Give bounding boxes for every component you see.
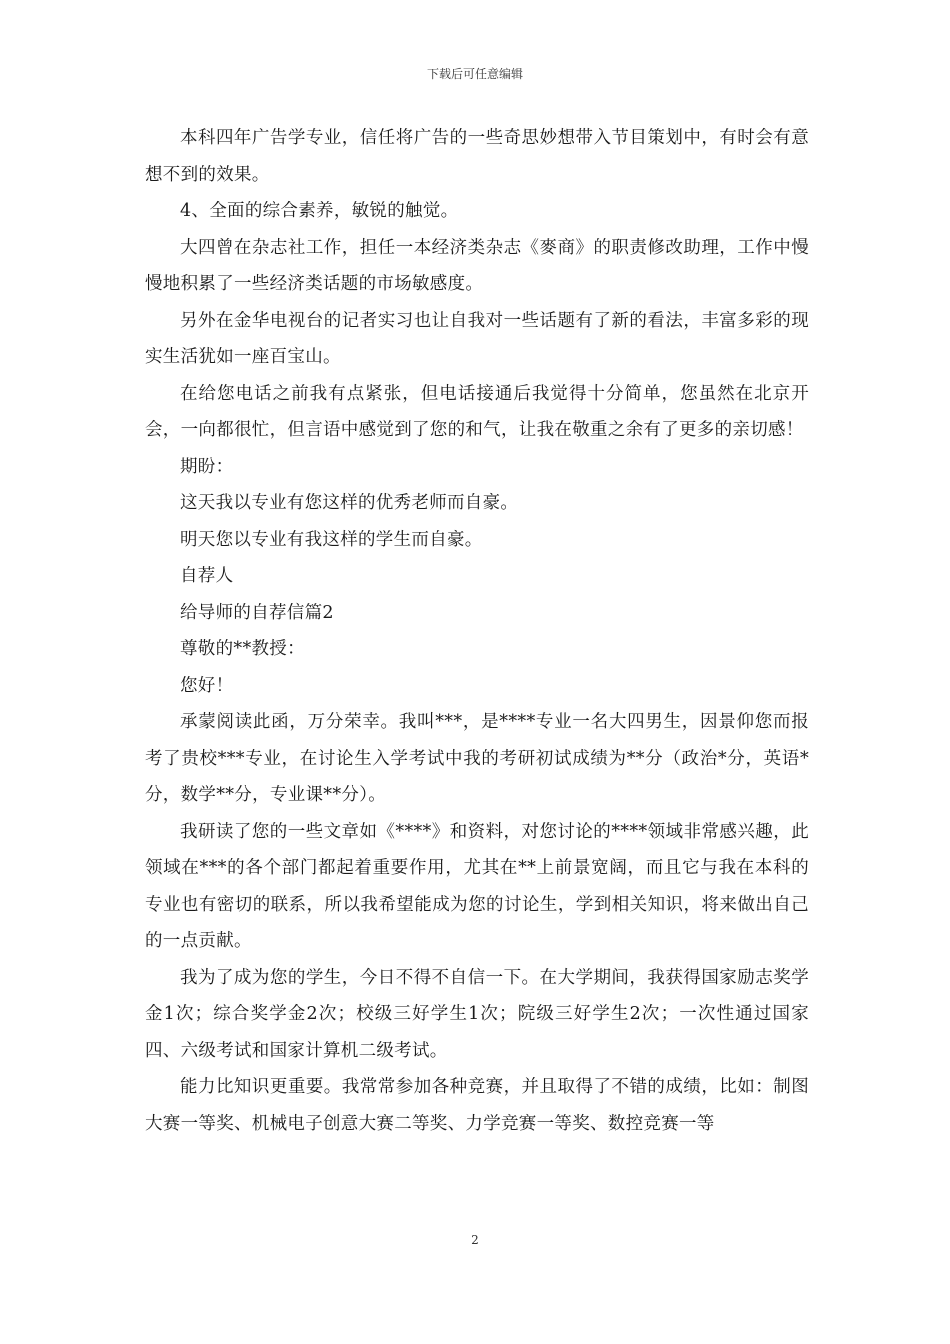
paragraph-4: 另外在金华电视台的记者实习也让自我对一些话题有了新的看法，丰富多彩的现实生活犹如一座百宝山。 bbox=[145, 310, 809, 367]
paragraph-13: 承蒙阅读此函，万分荣幸。我叫***，是****专业一名大四男生，因景仰您而报考了贵校***专业，在讨论生入学考试中我的考研初试成绩为**分（政治*分，英语*分，数学**分，专业课**分）。 bbox=[145, 712, 809, 805]
paragraph-15: 我为了成为您的学生，今日不得不自信一下。在大学期间，我获得国家励志奖学金1次；综合奖学金2次；校级三好学生1次；院级三好学生2次；一次性通过国家四、六级考试和国家计算机二级考试。 bbox=[145, 967, 809, 1061]
paragraph-9: 自荐人 bbox=[180, 566, 234, 586]
greeting: 您好！ bbox=[180, 675, 234, 696]
document-body bbox=[145, 120, 809, 1142]
page-header: 下载后可任意编辑 bbox=[426, 67, 523, 81]
page-number: 2 bbox=[471, 1233, 479, 1247]
paragraph-7: 这天我以专业有您这样的优秀老师而自豪。 bbox=[180, 493, 519, 513]
paragraph-14: 我研读了您的一些文章如《****》和资料，对您讨论的****领域非常感兴趣，此领域在***的各个部门都起着重要作用，尤其在**上前景宽阔，而且它与我在本科的专业也有密切的联系，所以我希望能成为您的讨论生，学到相关知识，将来做出自己的一点贡献。 bbox=[145, 821, 809, 951]
paragraph-16: 能力比知识更重要。我常常参加各种竞赛，并且取得了不错的成绩，比如：制图大赛一等奖、机械电子创意大赛二等奖、力学竞赛一等奖、数控竞赛一等 bbox=[145, 1077, 809, 1134]
salutation: 尊敬的**教授： bbox=[180, 639, 305, 659]
paragraph-1: 本科四年广告学专业，信任将广告的一些奇思妙想带入节目策划中，有时会有意想不到的效果。 bbox=[145, 128, 809, 185]
paragraph-5: 在给您电话之前我有点紧张，但电话接通后我觉得十分简单，您虽然在北京开会，一向都很忙，但言语中感觉到了您的和气，让我在敬重之余有了更多的亲切感！ bbox=[145, 383, 809, 440]
paragraph-6: 期盼： bbox=[180, 456, 234, 477]
paragraph-3: 大四曾在杂志社工作，担任一本经济类杂志《麥商》的职责修改助理，工作中慢慢地积累了一些经济类话题的市场敏感度。 bbox=[145, 237, 809, 294]
section-title: 给导师的自荐信篇2 bbox=[180, 602, 334, 623]
paragraph-8: 明天您以专业有我这样的学生而自豪。 bbox=[180, 529, 483, 550]
paragraph-2: 4、全面的综合素养，敏锐的触觉。 bbox=[180, 201, 459, 221]
